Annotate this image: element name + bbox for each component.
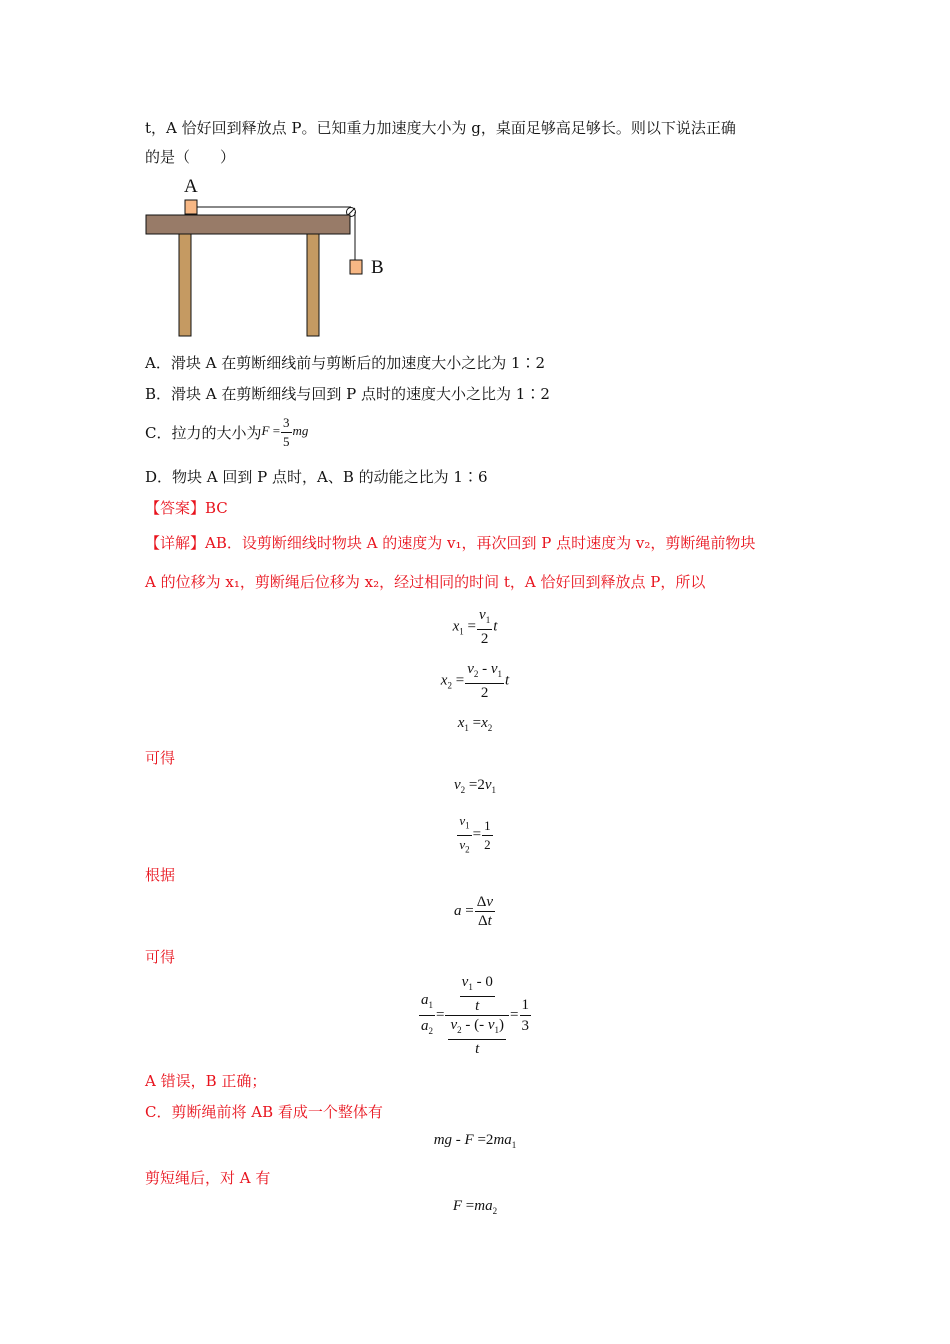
table-top [146,215,350,234]
option-a: A．滑块 A 在剪断细线前与剪断后的加速度大小之比为 1∶2 [145,354,546,372]
answer: 【答案】BC [145,499,228,517]
detail-line-1: 【详解】AB．设剪断细线时物块 A 的速度为 v₁，再次回到 P 点时速度为 v₂，剪断绳前物块 [145,534,756,552]
label-a: A [184,176,198,197]
equation-a-only: $F =ma_2$ [452,1198,498,1216]
block-b [350,260,362,274]
text-kede-2: 可得 [145,948,176,966]
text-kede-1: 可得 [145,749,176,767]
table-pulley-figure [140,172,400,342]
equation-v2: $v_2 =2v_1$ [453,777,497,795]
text-c-line: C．剪断绳前将 AB 看成一个整体有 [145,1103,383,1121]
detail-line-2: A 的位移为 x₁，剪断绳后位移为 x₂，经过相同的时间 t，A 恰好回到释放点 P，所以 [145,573,706,591]
option-c-label: C．拉力的大小为 [145,424,262,442]
table-leg-left [179,234,191,336]
question-line-1: t，A 恰好回到释放点 P。已知重力加速度大小为 g，桌面足够高足够长。则以下说法正确 [145,119,736,137]
equation-whole-system: mg - $F =2ma_1$ [433,1132,517,1150]
equation-a-ratio: $\frac{a_1}{a_2}$ = $\frac{\frac{v_1 - 0}{t}}{\frac{v_2 - (- v_1)}{t}}$ = $\frac{1}{3}$ [420,974,530,1057]
label-b: B [371,257,384,278]
block-a [185,200,197,214]
equation-acceleration: a = $\frac{\Delta v}{\Delta t}$ [453,894,494,929]
text-after-cut: 剪短绳后，对 A 有 [145,1169,271,1187]
option-d: D．物块 A 回到 P 点时，A、B 的动能之比为 1∶6 [145,468,488,486]
option-b: B．滑块 A 在剪断细线与回到 P 点时的速度大小之比为 1∶2 [145,385,550,403]
equation-x1: $x_1$ = $\frac{v_1}{2}$ t [452,607,498,647]
equation-v-ratio: $\frac{v_1}{v_2}$ = $\frac{1}{2}$ [459,813,491,855]
question-line-2: 的是（ ） [145,148,236,166]
equation-x2: $x_2$ = $\frac{v_2 - v_1}{2}$ t [440,661,510,701]
text-genju: 根据 [145,866,176,884]
text-conclusion-ab: A 错误，B 正确； [145,1072,267,1090]
table-leg-right [307,234,319,336]
option-c: C．拉力的大小为F = $\frac{3}{5}$ mg [145,415,309,449]
equation-x1-eq-x2: $x_1 =x_2$ [457,715,493,733]
